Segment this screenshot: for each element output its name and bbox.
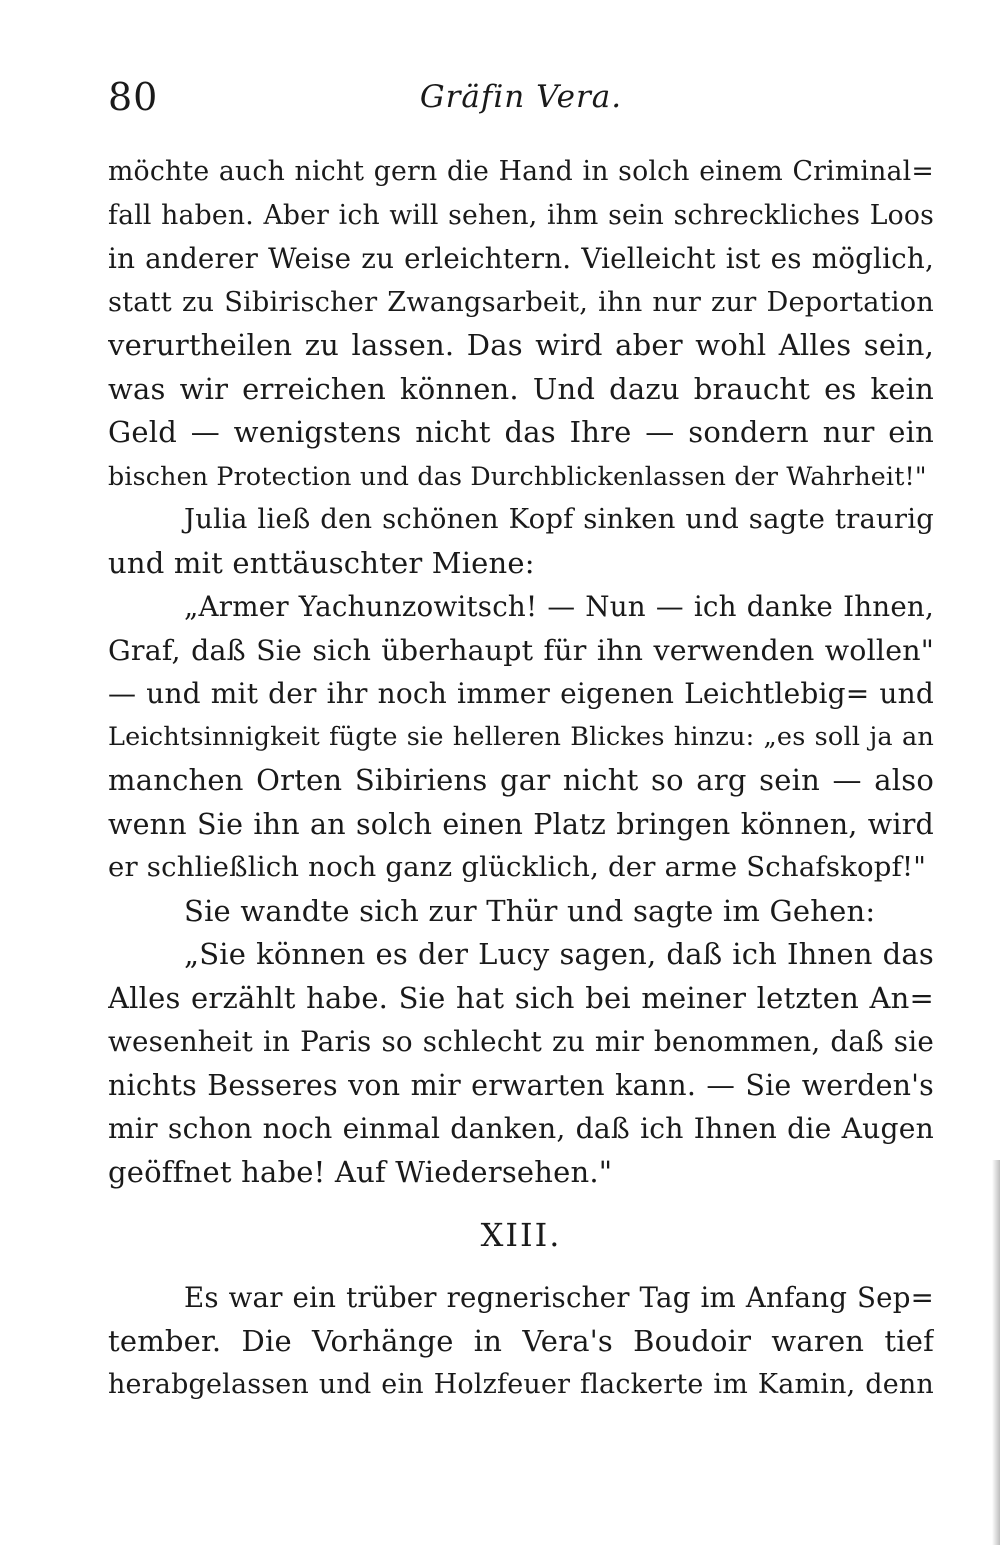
text-line: in anderer Weise zu erleichtern. Vielleicht ist es möglich, (108, 242, 934, 275)
text-line: Sie wandte sich zur Thür und sagte im Gehen: (184, 893, 876, 928)
text-line: Graf, daß Sie sich überhaupt für ihn verwenden wollen" (108, 633, 934, 667)
text-line: nichts Besseres von mir erwarten kann. — Sie werden's (108, 1068, 934, 1102)
text-line: herabgelassen und ein Holzfeuer flackerte im Kamin, denn (108, 1369, 934, 1400)
text-line: mir schon noch einmal danken, daß ich Ihnen die Augen (108, 1112, 934, 1145)
page-header (108, 72, 934, 122)
chapter-heading: XIII. (480, 1216, 562, 1254)
text-line: verurtheilen zu lassen. Das wird aber wohl Alles sein, (108, 328, 934, 362)
text-line: Julia ließ den schönen Kopf sinken und sagte traurig (184, 504, 934, 535)
text-line: Geld — wenigstens nicht das Ihre — sondern nur ein (108, 415, 934, 449)
text-line: bischen Protection und das Durchblickenlassen der Wahrheit!" (108, 461, 927, 491)
body-text (108, 150, 934, 1407)
running-title: Gräfin Vera. (419, 79, 623, 115)
text-line: wesenheit in Paris so schlecht zu mir benommen, daß sie (108, 1025, 934, 1058)
page-number: 80 (108, 75, 159, 119)
binding-shadow (992, 1160, 1000, 1545)
text-line: wenn Sie ihn an solch einen Platz bringen können, wird (108, 807, 934, 841)
text-line: Es war ein trüber regnerischer Tag im Anfang Sep= (184, 1281, 934, 1314)
text-line: tember. Die Vorhänge in Vera's Boudoir waren tief (108, 1323, 934, 1358)
text-line: — und mit der ihr noch immer eigenen Leichtlebig= und (108, 677, 934, 710)
text-line: fall haben. Aber ich will sehen, ihm sein schreckliches Loos (108, 199, 934, 231)
text-line: „Sie können es der Lucy sagen, daß ich Ihnen das (184, 937, 934, 971)
text-line: Alles erzählt habe. Sie hat sich bei meiner letzten An= (108, 980, 934, 1015)
text-line: er schließlich noch ganz glücklich, der arme Schafskopf!" (108, 851, 927, 883)
text-line: statt zu Sibirischer Zwangsarbeit, ihn nur zur Deportation (108, 286, 934, 318)
text-line: manchen Orten Sibiriens gar nicht so arg sein — also (108, 763, 934, 797)
text-line: und mit enttäuschter Miene: (108, 545, 535, 580)
text-line: geöffnet habe! Auf Wiedersehen." (108, 1154, 613, 1189)
text-line: Leichtsinnigkeit fügte sie helleren Blickes hinzu: „es soll ja an (108, 721, 934, 752)
text-line: „Armer Yachunzowitsch! — Nun — ich danke Ihnen, (184, 590, 934, 623)
text-line: was wir erreichen können. Und dazu braucht es kein (108, 371, 934, 406)
text-line: möchte auch nicht gern die Hand in solch einem Criminal= (108, 156, 934, 187)
